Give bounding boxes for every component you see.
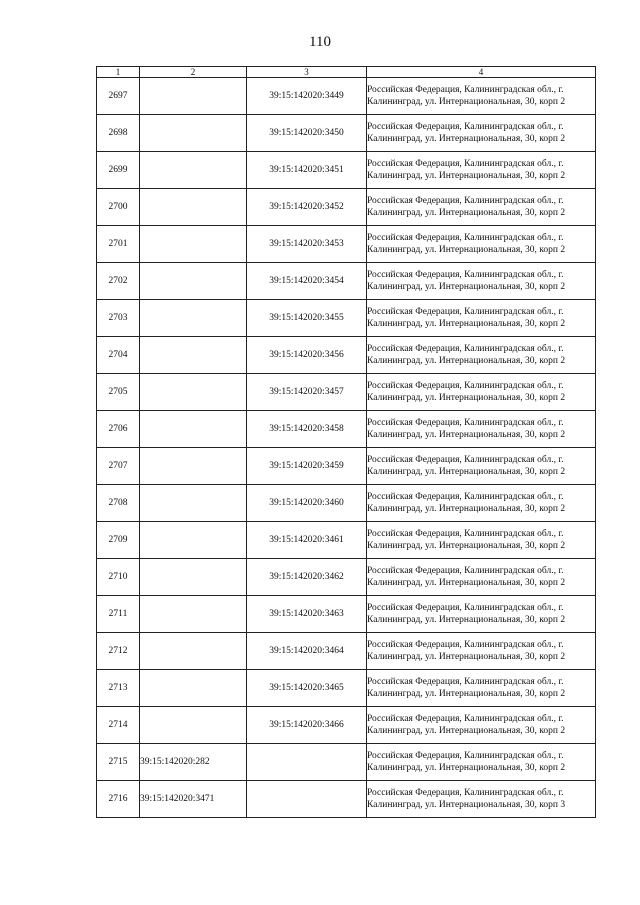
address-cell: Российская Федерация, Калининградская обл., г. Калининград, ул. Интернациональная, 30, корп 2 [367, 78, 596, 115]
table-row [97, 411, 596, 448]
previous-cadastral-cell [140, 374, 247, 411]
previous-cadastral-cell [140, 189, 247, 226]
address-cell: Российская Федерация, Калининградская обл., г. Калининград, ул. Интернациональная, 30, корп 2 [367, 670, 596, 707]
address-cell: Российская Федерация, Калининградская обл., г. Калининград, ул. Интернациональная, 30, корп 2 [367, 744, 596, 781]
address-cell: Российская Федерация, Калининградская обл., г. Калининград, ул. Интернациональная, 30, корп 2 [367, 633, 596, 670]
cadastral-number-cell: 39:15:142020:3449 [247, 78, 367, 115]
previous-cadastral-cell [140, 300, 247, 337]
cadastral-number-cell: 39:15:142020:3458 [247, 411, 367, 448]
row-number-cell: 2714 [97, 707, 140, 744]
row-number-cell: 2705 [97, 374, 140, 411]
table-body [97, 67, 596, 818]
row-number-cell: 2713 [97, 670, 140, 707]
address-cell: Российская Федерация, Калининградская обл., г. Калининград, ул. Интернациональная, 30, корп 2 [367, 411, 596, 448]
cadastral-number-cell [247, 781, 367, 818]
table-row [97, 633, 596, 670]
cadastral-number-cell: 39:15:142020:3456 [247, 337, 367, 374]
previous-cadastral-cell [140, 522, 247, 559]
table-row [97, 300, 596, 337]
address-cell: Российская Федерация, Калининградская обл., г. Калининград, ул. Интернациональная, 30, корп 3 [367, 781, 596, 818]
previous-cadastral-cell [140, 337, 247, 374]
previous-cadastral-cell [140, 78, 247, 115]
previous-cadastral-cell: 39:15:142020:282 [140, 744, 247, 781]
cadastral-number-cell: 39:15:142020:3451 [247, 152, 367, 189]
cadastral-number-cell: 39:15:142020:3454 [247, 263, 367, 300]
address-cell: Российская Федерация, Калининградская обл., г. Калининград, ул. Интернациональная, 30, корп 2 [367, 522, 596, 559]
column-header: 1 [97, 67, 140, 78]
cadastral-number-cell: 39:15:142020:3453 [247, 226, 367, 263]
previous-cadastral-cell [140, 152, 247, 189]
table-row [97, 78, 596, 115]
row-number-cell: 2697 [97, 78, 140, 115]
row-number-cell: 2712 [97, 633, 140, 670]
cadastral-number-cell: 39:15:142020:3465 [247, 670, 367, 707]
cadastral-number-cell: 39:15:142020:3450 [247, 115, 367, 152]
row-number-cell: 2702 [97, 263, 140, 300]
previous-cadastral-cell [140, 596, 247, 633]
address-cell: Российская Федерация, Калининградская обл., г. Калининград, ул. Интернациональная, 30, корп 2 [367, 374, 596, 411]
address-cell: Российская Федерация, Калининградская обл., г. Калининград, ул. Интернациональная, 30, корп 2 [367, 448, 596, 485]
table-row [97, 263, 596, 300]
cadastral-number-cell [247, 744, 367, 781]
previous-cadastral-cell [140, 411, 247, 448]
previous-cadastral-cell: 39:15:142020:3471 [140, 781, 247, 818]
table-row [97, 670, 596, 707]
address-cell: Российская Федерация, Калининградская обл., г. Калининград, ул. Интернациональная, 30, корп 2 [367, 337, 596, 374]
previous-cadastral-cell [140, 485, 247, 522]
column-header: 3 [247, 67, 367, 78]
column-header: 2 [140, 67, 247, 78]
cadastral-number-cell: 39:15:142020:3455 [247, 300, 367, 337]
table-row [97, 744, 596, 781]
table-row [97, 596, 596, 633]
cadastral-number-cell: 39:15:142020:3457 [247, 374, 367, 411]
previous-cadastral-cell [140, 115, 247, 152]
cadastral-number-cell: 39:15:142020:3459 [247, 448, 367, 485]
address-cell: Российская Федерация, Калининградская обл., г. Калининград, ул. Интернациональная, 30, корп 2 [367, 226, 596, 263]
address-cell: Российская Федерация, Калининградская обл., г. Калининград, ул. Интернациональная, 30, корп 2 [367, 596, 596, 633]
row-number-cell: 2701 [97, 226, 140, 263]
previous-cadastral-cell [140, 670, 247, 707]
row-number-cell: 2715 [97, 744, 140, 781]
row-number-cell: 2704 [97, 337, 140, 374]
table-row [97, 189, 596, 226]
table-row [97, 448, 596, 485]
page-number: 110 [309, 34, 331, 50]
previous-cadastral-cell [140, 707, 247, 744]
table-header-row [97, 67, 596, 78]
previous-cadastral-cell [140, 633, 247, 670]
address-cell: Российская Федерация, Калининградская обл., г. Калининград, ул. Интернациональная, 30, корп 2 [367, 707, 596, 744]
row-number-cell: 2700 [97, 189, 140, 226]
previous-cadastral-cell [140, 263, 247, 300]
row-number-cell: 2708 [97, 485, 140, 522]
row-number-cell: 2710 [97, 559, 140, 596]
property-registry-table [96, 66, 596, 818]
address-cell: Российская Федерация, Калининградская обл., г. Калининград, ул. Интернациональная, 30, корп 2 [367, 559, 596, 596]
cadastral-number-cell: 39:15:142020:3460 [247, 485, 367, 522]
table-row [97, 522, 596, 559]
address-cell: Российская Федерация, Калининградская обл., г. Калининград, ул. Интернациональная, 30, корп 2 [367, 485, 596, 522]
address-cell: Российская Федерация, Калининградская обл., г. Калининград, ул. Интернациональная, 30, корп 2 [367, 189, 596, 226]
table-row [97, 707, 596, 744]
cadastral-number-cell: 39:15:142020:3462 [247, 559, 367, 596]
table-row [97, 226, 596, 263]
cadastral-number-cell: 39:15:142020:3463 [247, 596, 367, 633]
table-row [97, 152, 596, 189]
previous-cadastral-cell [140, 226, 247, 263]
column-header: 4 [367, 67, 596, 78]
address-cell: Российская Федерация, Калининградская обл., г. Калининград, ул. Интернациональная, 30, корп 2 [367, 115, 596, 152]
row-number-cell: 2716 [97, 781, 140, 818]
table-row [97, 374, 596, 411]
cadastral-number-cell: 39:15:142020:3461 [247, 522, 367, 559]
row-number-cell: 2703 [97, 300, 140, 337]
table-row [97, 485, 596, 522]
row-number-cell: 2709 [97, 522, 140, 559]
cadastral-number-cell: 39:15:142020:3466 [247, 707, 367, 744]
row-number-cell: 2698 [97, 115, 140, 152]
row-number-cell: 2711 [97, 596, 140, 633]
table-row [97, 337, 596, 374]
row-number-cell: 2699 [97, 152, 140, 189]
row-number-cell: 2706 [97, 411, 140, 448]
row-number-cell: 2707 [97, 448, 140, 485]
previous-cadastral-cell [140, 448, 247, 485]
address-cell: Российская Федерация, Калининградская обл., г. Калининград, ул. Интернациональная, 30, корп 2 [367, 152, 596, 189]
table-row [97, 115, 596, 152]
address-cell: Российская Федерация, Калининградская обл., г. Калининград, ул. Интернациональная, 30, корп 2 [367, 300, 596, 337]
cadastral-number-cell: 39:15:142020:3464 [247, 633, 367, 670]
cadastral-number-cell: 39:15:142020:3452 [247, 189, 367, 226]
table-row [97, 559, 596, 596]
address-cell: Российская Федерация, Калининградская обл., г. Калининград, ул. Интернациональная, 30, корп 2 [367, 263, 596, 300]
previous-cadastral-cell [140, 559, 247, 596]
table-row [97, 781, 596, 818]
